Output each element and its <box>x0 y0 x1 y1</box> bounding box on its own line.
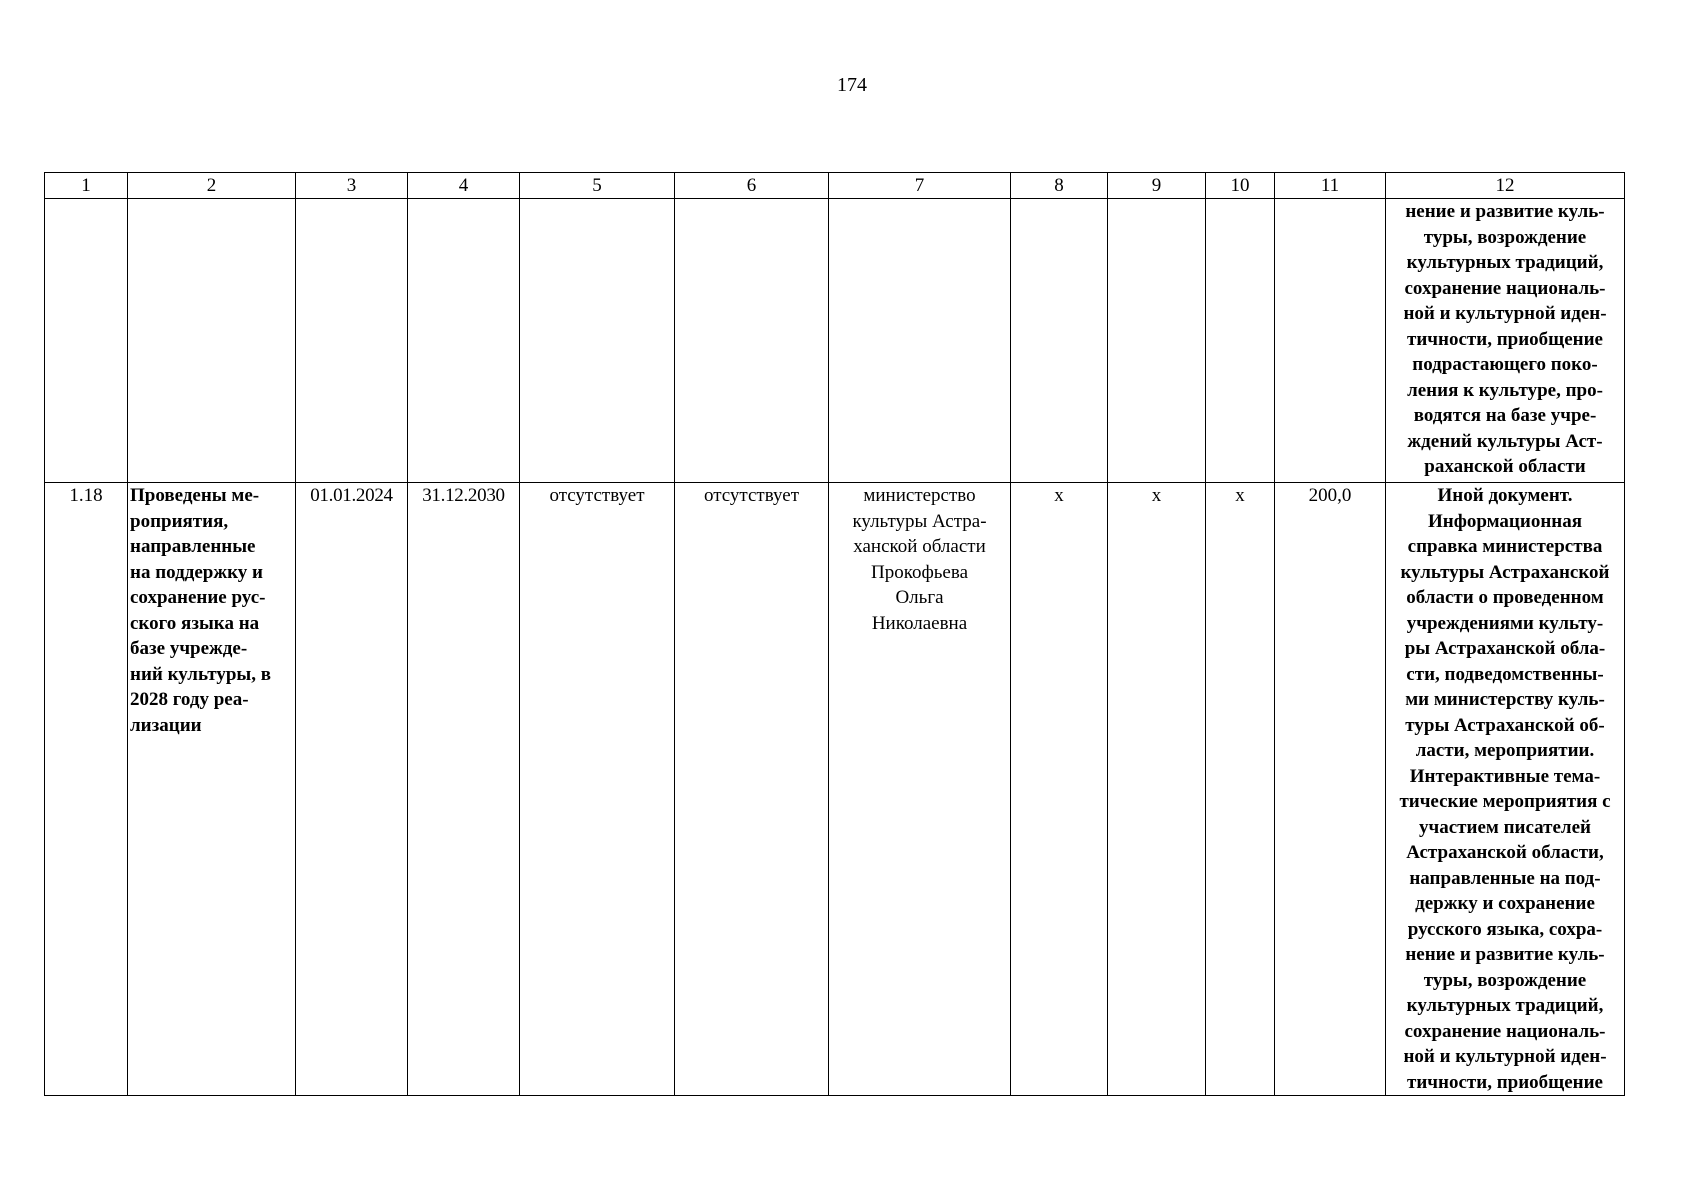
text-line: туры, возрождение <box>1423 969 1587 991</box>
text-line: тичности, приобщение <box>1407 1071 1603 1093</box>
continuation-row <box>45 199 1625 483</box>
row-number: 1.18 <box>45 483 128 1096</box>
text-line: ждений культуры Аст- <box>1407 430 1603 452</box>
text-line: направленные на под- <box>1409 867 1601 889</box>
text-line: нение и развитие куль- <box>1405 944 1605 965</box>
header-cell: 6 <box>675 173 829 199</box>
text-line: водятся на базе учре- <box>1413 405 1597 426</box>
text-line: сохранение националь- <box>1404 1020 1606 1042</box>
header-cell: 9 <box>1108 173 1206 199</box>
empty-cell <box>675 199 829 483</box>
result-description-continued <box>1386 199 1625 483</box>
header-cell: 10 <box>1206 173 1275 199</box>
text-line: лизации <box>130 714 202 736</box>
empty-cell <box>1275 199 1386 483</box>
text-line: Интерактивные тема- <box>1409 765 1601 787</box>
text-line: Прокофьева <box>870 561 969 583</box>
text-line: туры Астраханской об- <box>1405 714 1605 736</box>
header-cell: 7 <box>829 173 1011 199</box>
text-line: области о проведенном <box>1406 587 1604 608</box>
text-line: ласти, мероприятии. <box>1415 740 1595 761</box>
header-cell: 8 <box>1011 173 1108 199</box>
header-cell: 5 <box>520 173 675 199</box>
text-line: на поддержку и <box>130 561 263 583</box>
text-line: учреждениями культу- <box>1406 612 1604 634</box>
result-description <box>1386 483 1625 1096</box>
header-cell: 2 <box>128 173 296 199</box>
start-date: 01.01.2024 <box>296 483 408 1096</box>
text-line: 2028 году реа- <box>130 689 249 710</box>
text-line: роприятия, <box>130 510 229 532</box>
empty-cell <box>296 199 408 483</box>
text-line: Ольга <box>895 587 944 608</box>
text-line: Иной документ. <box>1437 485 1573 506</box>
col6-value: отсутствует <box>675 483 829 1096</box>
text-line: подрастающего поко- <box>1412 354 1598 375</box>
text-line: ления к культуре, про- <box>1407 379 1603 401</box>
text-line: ры Астраханской обла- <box>1404 638 1606 659</box>
text-line: тические мероприятия с <box>1399 791 1611 812</box>
text-line: базе учрежде- <box>130 638 248 659</box>
text-line: сохранение националь- <box>1404 277 1606 299</box>
text-line: сохранение рус- <box>130 587 266 608</box>
text-line: ского языка на <box>130 612 260 634</box>
end-date: 31.12.2030 <box>408 483 520 1096</box>
text-line: нение и развитие куль- <box>1405 201 1605 222</box>
empty-cell <box>520 199 675 483</box>
page-number: 174 <box>837 74 867 96</box>
funding-amount: 200,0 <box>1275 483 1386 1096</box>
text-line: тичности, приобщение <box>1407 328 1603 350</box>
text-line: направленные <box>130 536 256 557</box>
plan-table <box>44 172 1625 1096</box>
text-line: ной и культурной иден- <box>1403 303 1607 324</box>
header-cell: 11 <box>1275 173 1386 199</box>
empty-cell <box>128 199 296 483</box>
text-line: раханской области <box>1424 456 1586 477</box>
text-line: участием писателей <box>1419 816 1591 838</box>
text-line: культурных традиций, <box>1406 252 1604 273</box>
text-line: ханской области <box>853 536 986 557</box>
text-line: справка министерства <box>1407 536 1603 557</box>
header-cell: 1 <box>45 173 128 199</box>
header-cell: 3 <box>296 173 408 199</box>
text-line: культурных традиций, <box>1406 995 1604 1016</box>
empty-cell <box>1206 199 1275 483</box>
text-line: ний культуры, в <box>130 663 272 685</box>
text-line: Информационная <box>1427 510 1583 532</box>
text-line: ной и культурной иден- <box>1403 1046 1607 1067</box>
col10-value: х <box>1206 483 1275 1096</box>
responsible-executor <box>829 483 1011 1096</box>
empty-cell <box>45 199 128 483</box>
empty-cell <box>1011 199 1108 483</box>
col8-value: х <box>1011 483 1108 1096</box>
text-line: культуры Астра- <box>852 510 987 532</box>
text-line: министерство <box>863 485 976 506</box>
header-cell: 12 <box>1386 173 1625 199</box>
table-row <box>45 483 1625 1096</box>
text-line: русского языка, сохра- <box>1407 918 1603 940</box>
text-line: Астраханской области, <box>1406 842 1604 863</box>
event-description <box>128 483 296 1096</box>
text-line: Николаевна <box>871 612 968 634</box>
text-line: ми министерству куль- <box>1405 689 1605 710</box>
text-line: туры, возрождение <box>1423 226 1587 248</box>
text-line: Проведены ме- <box>130 485 260 506</box>
empty-cell <box>408 199 520 483</box>
text-line: держку и сохранение <box>1415 893 1595 914</box>
text-line: сти, подведомственны- <box>1406 663 1604 685</box>
header-cell: 4 <box>408 173 520 199</box>
empty-cell <box>1108 199 1206 483</box>
text-line: культуры Астраханской <box>1400 561 1610 583</box>
col5-value: отсутствует <box>520 483 675 1096</box>
col9-value: х <box>1108 483 1206 1096</box>
header-row <box>45 173 1625 199</box>
empty-cell <box>829 199 1011 483</box>
